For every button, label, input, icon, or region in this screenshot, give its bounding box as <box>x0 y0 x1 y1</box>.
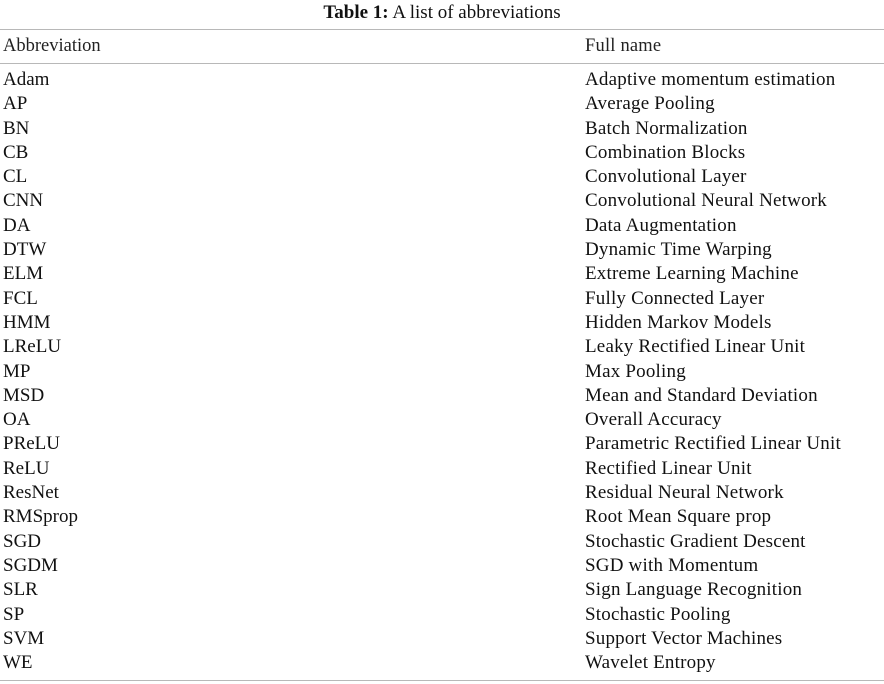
full-name-cell: Support Vector Machines <box>585 627 783 649</box>
full-name-cell: Hidden Markov Models <box>585 311 772 333</box>
abbreviation-cell: FCL <box>3 287 38 309</box>
full-name-cell: Average Pooling <box>585 93 715 115</box>
full-name-cell: Fully Connected Layer <box>585 287 765 309</box>
table-row <box>0 651 884 675</box>
table-row <box>0 505 884 529</box>
full-name-cell: Root Mean Square prop <box>585 506 772 528</box>
full-name-cell: Parametric Rectified Linear Unit <box>585 433 841 455</box>
full-name-cell: Leaky Rectified Linear Unit <box>585 336 806 358</box>
abbreviation-cell: OA <box>3 409 31 431</box>
full-name-cell: Mean and Standard Deviation <box>585 384 818 406</box>
table-row <box>0 117 884 141</box>
table-top-rule <box>0 29 884 30</box>
full-name-cell: Convolutional Layer <box>585 166 747 188</box>
full-name-cell: Combination Blocks <box>585 141 746 163</box>
abbreviation-cell: CNN <box>3 190 44 212</box>
full-name-cell: Dynamic Time Warping <box>585 239 772 261</box>
abbreviation-cell: ReLU <box>3 457 50 479</box>
table-row <box>0 432 884 456</box>
table-header-rule <box>0 63 884 64</box>
table-row <box>0 530 884 554</box>
abbreviation-cell: SP <box>3 603 25 625</box>
table-row <box>0 189 884 213</box>
table-caption-label: Table 1: <box>323 2 389 23</box>
header-full-name: Full name <box>585 36 662 56</box>
full-name-cell: Overall Accuracy <box>585 409 722 431</box>
abbreviation-cell: ELM <box>3 263 44 285</box>
abbreviation-cell: DTW <box>3 239 47 261</box>
full-name-cell: Sign Language Recognition <box>585 579 803 601</box>
table-row <box>0 603 884 627</box>
table-body <box>0 68 884 675</box>
abbreviation-cell: SGDM <box>3 554 58 576</box>
table-row <box>0 262 884 286</box>
table-row <box>0 335 884 359</box>
table-row <box>0 311 884 335</box>
abbreviation-cell: BN <box>3 117 30 139</box>
table-row <box>0 287 884 311</box>
table-row <box>0 408 884 432</box>
table-row <box>0 238 884 262</box>
table-header-row <box>0 34 884 58</box>
abbreviation-cell: ResNet <box>3 482 59 504</box>
table-bottom-rule <box>0 680 884 681</box>
table-row <box>0 92 884 116</box>
header-abbreviation: Abbreviation <box>3 36 101 56</box>
full-name-cell: Residual Neural Network <box>585 482 784 504</box>
full-name-cell: Data Augmentation <box>585 214 737 236</box>
table-row <box>0 627 884 651</box>
full-name-cell: Batch Normalization <box>585 117 748 139</box>
table-row <box>0 165 884 189</box>
full-name-cell: Rectified Linear Unit <box>585 457 752 479</box>
table-row <box>0 141 884 165</box>
full-name-cell: Wavelet Entropy <box>585 652 716 674</box>
abbreviation-cell: SLR <box>3 579 38 601</box>
abbreviation-cell: HMM <box>3 311 51 333</box>
full-name-cell: Convolutional Neural Network <box>585 190 827 212</box>
abbreviation-cell: CL <box>3 166 28 188</box>
full-name-cell: Extreme Learning Machine <box>585 263 799 285</box>
abbreviation-cell: Adam <box>3 69 50 90</box>
abbreviation-cell: SGD <box>3 530 42 552</box>
abbreviation-cell: DA <box>3 214 31 236</box>
full-name-cell: Adaptive momentum estimation <box>585 69 836 90</box>
abbreviation-cell: MSD <box>3 384 45 406</box>
abbreviation-cell: RMSprop <box>3 506 78 528</box>
abbreviation-cell: AP <box>3 93 28 115</box>
abbreviation-cell: MP <box>3 360 31 382</box>
table-row <box>0 68 884 92</box>
table-row <box>0 481 884 505</box>
full-name-cell: SGD with Momentum <box>585 554 759 576</box>
table-row <box>0 360 884 384</box>
abbreviation-cell: WE <box>3 652 33 674</box>
full-name-cell: Stochastic Pooling <box>585 603 731 625</box>
table-row <box>0 578 884 602</box>
table-row <box>0 214 884 238</box>
table-caption <box>0 1 884 25</box>
table-caption-text: A list of abbreviations <box>392 2 561 23</box>
full-name-cell: Stochastic Gradient Descent <box>585 530 806 552</box>
abbreviation-cell: PReLU <box>3 433 60 455</box>
abbreviation-cell: CB <box>3 141 29 163</box>
full-name-cell: Max Pooling <box>585 360 686 382</box>
abbreviation-cell: LReLU <box>3 336 62 358</box>
table-row <box>0 457 884 481</box>
abbreviation-cell: SVM <box>3 627 45 649</box>
table-row <box>0 554 884 578</box>
table-row <box>0 384 884 408</box>
